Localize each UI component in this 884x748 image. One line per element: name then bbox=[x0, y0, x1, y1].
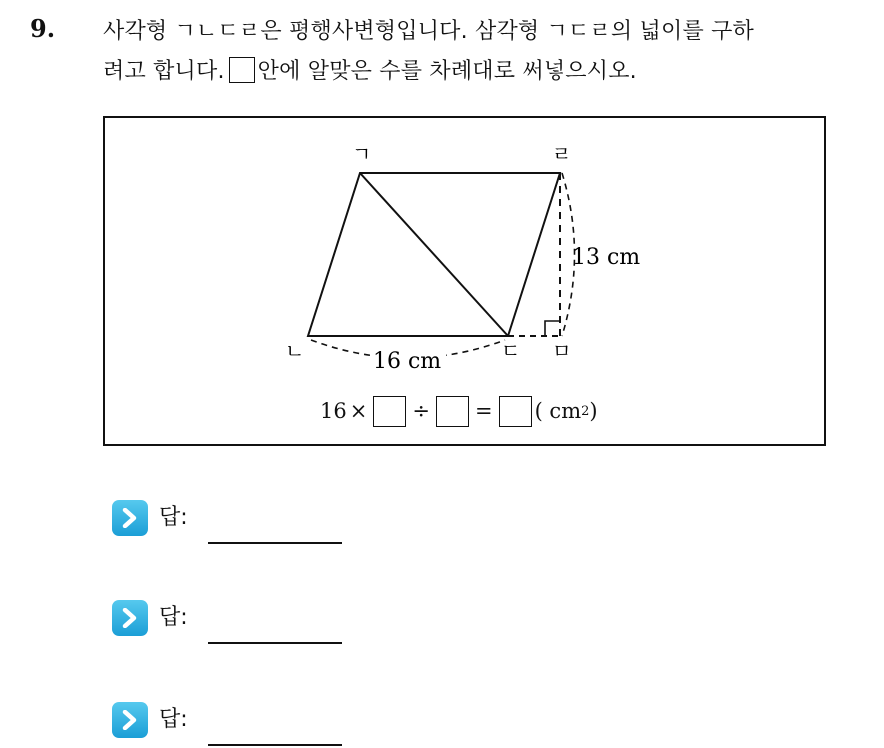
answer-input-line[interactable] bbox=[208, 500, 342, 544]
base-measurement: 16 cm bbox=[373, 349, 442, 374]
equals-sign: = bbox=[474, 399, 493, 423]
chevron-right-icon bbox=[112, 500, 148, 536]
diagonal-line bbox=[360, 173, 508, 336]
vertex-label-b: ㄴ bbox=[285, 339, 305, 363]
answer-input-line[interactable] bbox=[208, 702, 342, 746]
area-formula bbox=[320, 394, 598, 428]
figure-frame bbox=[103, 116, 826, 446]
chevron-right-icon bbox=[112, 600, 148, 636]
unit-exponent: 2 bbox=[581, 403, 590, 419]
formula-first-number: 16 bbox=[320, 399, 347, 423]
answer-input-line[interactable] bbox=[208, 600, 342, 644]
question-line-2-end: 안에 알맞은 수를 차례대로 써넣으시오. bbox=[257, 59, 637, 84]
blank-box-icon bbox=[229, 57, 255, 83]
height-measurement: 13 cm bbox=[572, 245, 641, 270]
vertex-label-d: ㄹ bbox=[552, 142, 572, 166]
formula-blank-1[interactable] bbox=[373, 396, 406, 427]
question-line-2 bbox=[103, 52, 873, 92]
times-sign: × bbox=[349, 399, 368, 423]
question-number: 9. bbox=[30, 14, 56, 43]
vertex-label-e: ㅁ bbox=[552, 339, 572, 363]
question-line-2-start: 려고 합니다. bbox=[103, 59, 225, 84]
question-text bbox=[103, 12, 873, 92]
right-angle-mark bbox=[545, 321, 560, 336]
chevron-right-icon bbox=[112, 702, 148, 738]
answer-row-3 bbox=[112, 702, 342, 748]
formula-blank-3[interactable] bbox=[499, 396, 532, 427]
unit-open: ( cm bbox=[534, 399, 582, 423]
vertex-label-a: ㄱ bbox=[352, 142, 372, 166]
vertex-label-c: ㄷ bbox=[501, 339, 521, 363]
answer-label: 답: bbox=[159, 707, 188, 732]
answer-label: 답: bbox=[159, 605, 188, 630]
answer-row-2 bbox=[112, 600, 342, 646]
formula-blank-2[interactable] bbox=[436, 396, 469, 427]
answer-label: 답: bbox=[159, 505, 188, 530]
answer-row-1 bbox=[112, 500, 342, 546]
unit-close: ) bbox=[589, 399, 598, 423]
question-line-1: 사각형 ㄱㄴㄷㄹ은 평행사변형입니다. 삼각형 ㄱㄷㄹ의 넓이를 구하 bbox=[103, 19, 755, 44]
divide-sign: ÷ bbox=[412, 399, 430, 423]
